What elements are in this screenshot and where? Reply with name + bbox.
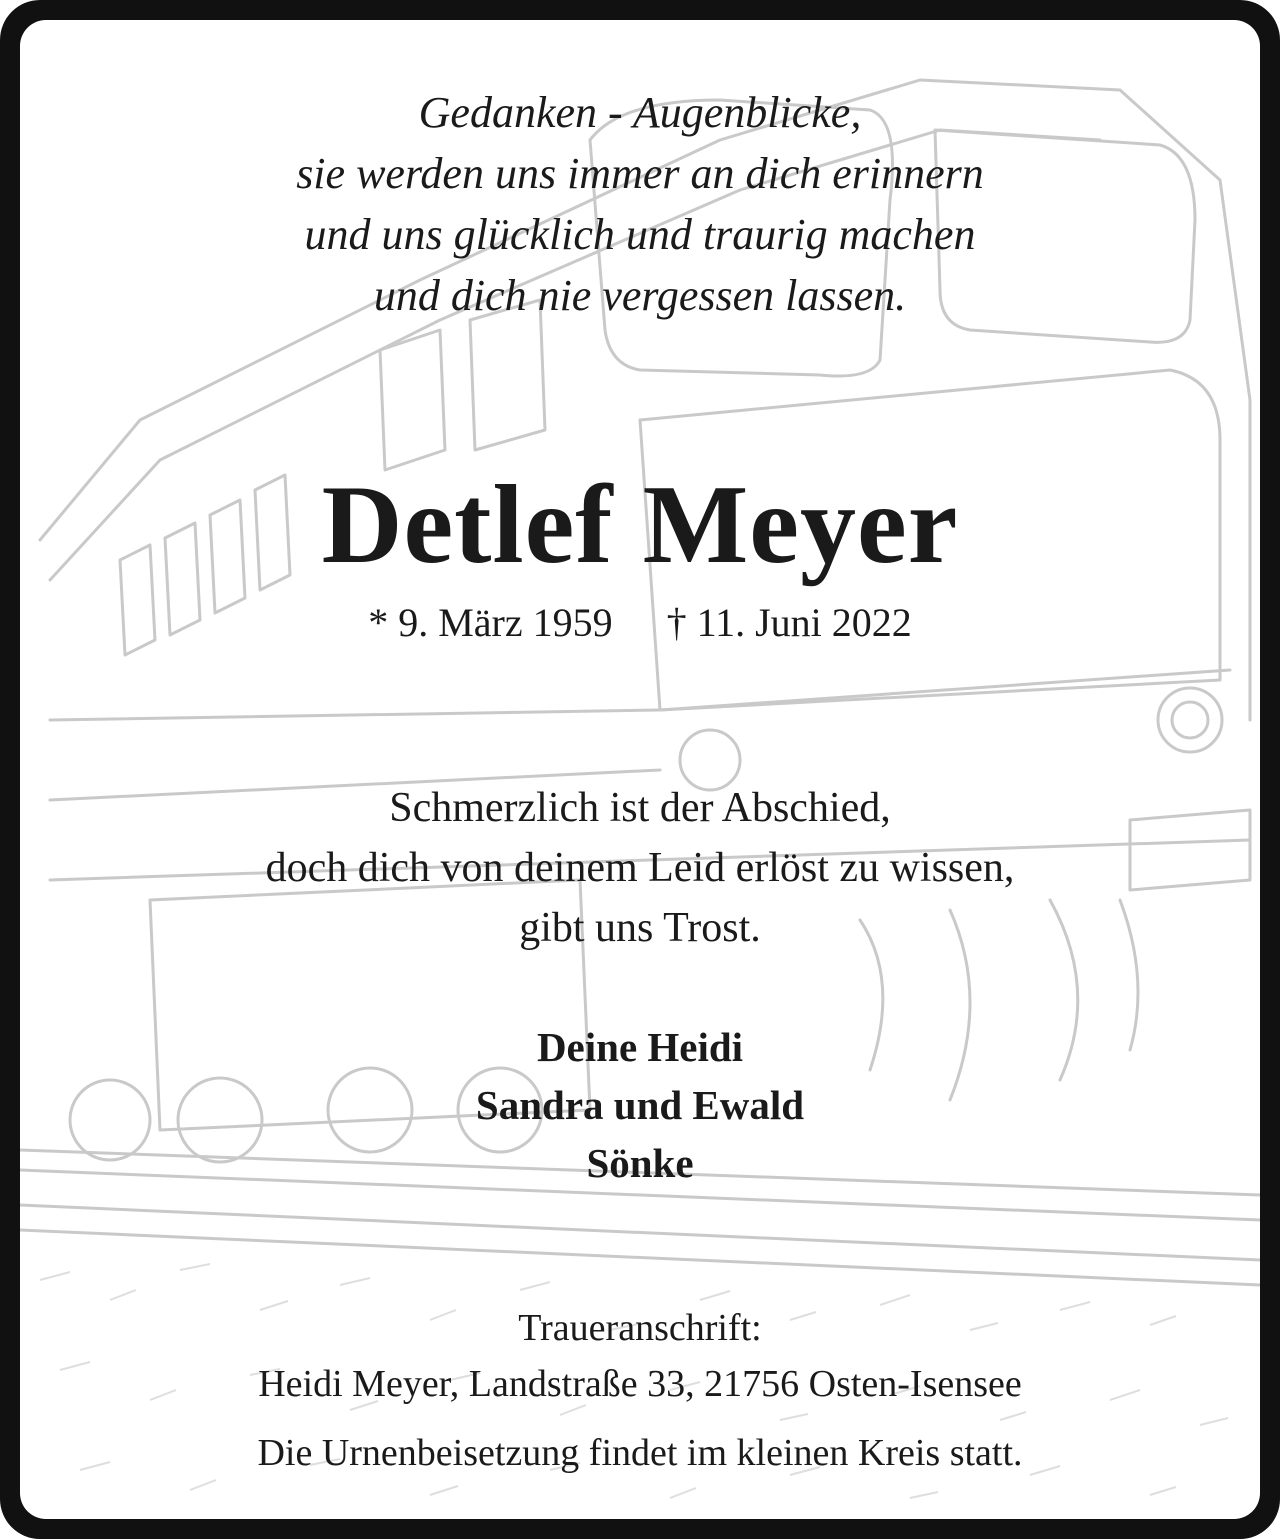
poem-line: sie werden uns immer an dich erinnern <box>296 149 984 198</box>
memorial-poem <box>20 82 1260 326</box>
birth-date: * 9. März 1959 <box>368 600 613 645</box>
mourning-address <box>20 1300 1260 1412</box>
signature-line: Sönke <box>586 1140 694 1186</box>
deceased-name: Detlef Meyer <box>321 463 959 587</box>
poem-line: Gedanken - Augenblicke, <box>418 88 862 137</box>
address-label: Traueranschrift: <box>518 1307 762 1349</box>
signature-line: Deine Heidi <box>536 1024 744 1070</box>
life-dates <box>20 598 1260 648</box>
farewell-line: doch dich von deinem Leid erlöst zu wissen, <box>265 845 1015 891</box>
poem-line: und uns glücklich und traurig machen <box>304 210 976 259</box>
signature-line: Sandra und Ewald <box>475 1082 805 1128</box>
farewell-line: Schmerzlich ist der Abschied, <box>389 785 891 831</box>
family-signatures <box>20 1018 1260 1192</box>
death-date: † 11. Juni 2022 <box>666 600 912 645</box>
poem-line: und dich nie vergessen lassen. <box>373 271 907 320</box>
address-text: Heidi Meyer, Landstraße 33, 21756 Osten-Isensee <box>258 1363 1022 1405</box>
burial-notice: Die Urnenbeisetzung findet im kleinen Kreis statt. <box>257 1432 1023 1474</box>
obituary-card <box>20 20 1260 1519</box>
farewell-text <box>20 778 1260 958</box>
farewell-line: gibt uns Trost. <box>519 905 761 951</box>
